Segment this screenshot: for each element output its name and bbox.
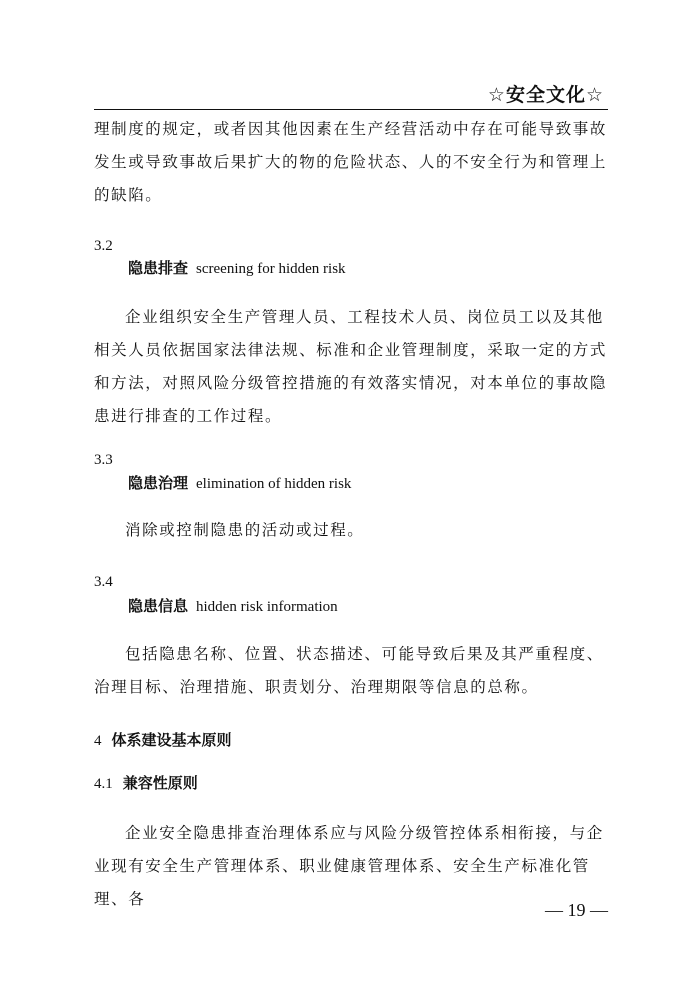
subsection-number: 4.1 [94,776,113,792]
term-heading-3-4 [128,595,338,616]
term-number-3-3: 3.3 [94,452,113,468]
section-title: 体系建设基本原则 [111,731,232,749]
term-zh: 隐患治理 [128,474,189,492]
continued-paragraph: 理制度的规定，或者因其他因素在生产经营活动中存在可能导致事故发生或导致事故后果扩大的物的危险状态、人的不安全行为和管理上的缺陷。 [94,120,608,204]
term-definition-3-3: 消除或控制隐患的活动或过程。 [125,521,365,539]
subsection-paragraph: 企业安全隐患排查治理体系应与风险分级管控体系相衔接，与企业现有安全生产管理体系、职业健康管理体系、安全生产标准化管理、各 [94,824,604,908]
term-number-3-2: 3.2 [94,238,113,254]
subsection-heading-4-1 [94,772,198,793]
header-rule [94,109,608,110]
term-heading-3-3 [128,472,351,493]
running-header-title: ☆安全文化☆ [487,84,604,106]
term-en: elimination of hidden risk [196,476,352,492]
term-number-3-4: 3.4 [94,574,113,590]
term-definition-3-2: 企业组织安全生产管理人员、工程技术人员、岗位员工以及其他相关人员依据国家法律法规、标准和企业管理制度，采取一定的方式和方法，对照风险分级管控措施的有效落实情况，对本单位的事故隐患进行排查的工作过程。 [94,308,608,425]
term-definition-3-4: 包括隐患名称、位置、状态描述、可能导致后果及其严重程度、治理目标、治理措施、职责划分、治理期限等信息的总称。 [94,645,604,696]
term-en: screening for hidden risk [196,261,346,277]
section-heading-4 [94,729,232,750]
term-en: hidden risk information [196,599,338,615]
term-zh: 隐患排查 [128,259,189,277]
subsection-title: 兼容性原则 [122,774,198,792]
section-number: 4 [94,733,102,749]
term-zh: 隐患信息 [128,597,189,615]
term-heading-3-2 [128,257,346,278]
page-number: — 19 — [545,900,608,920]
